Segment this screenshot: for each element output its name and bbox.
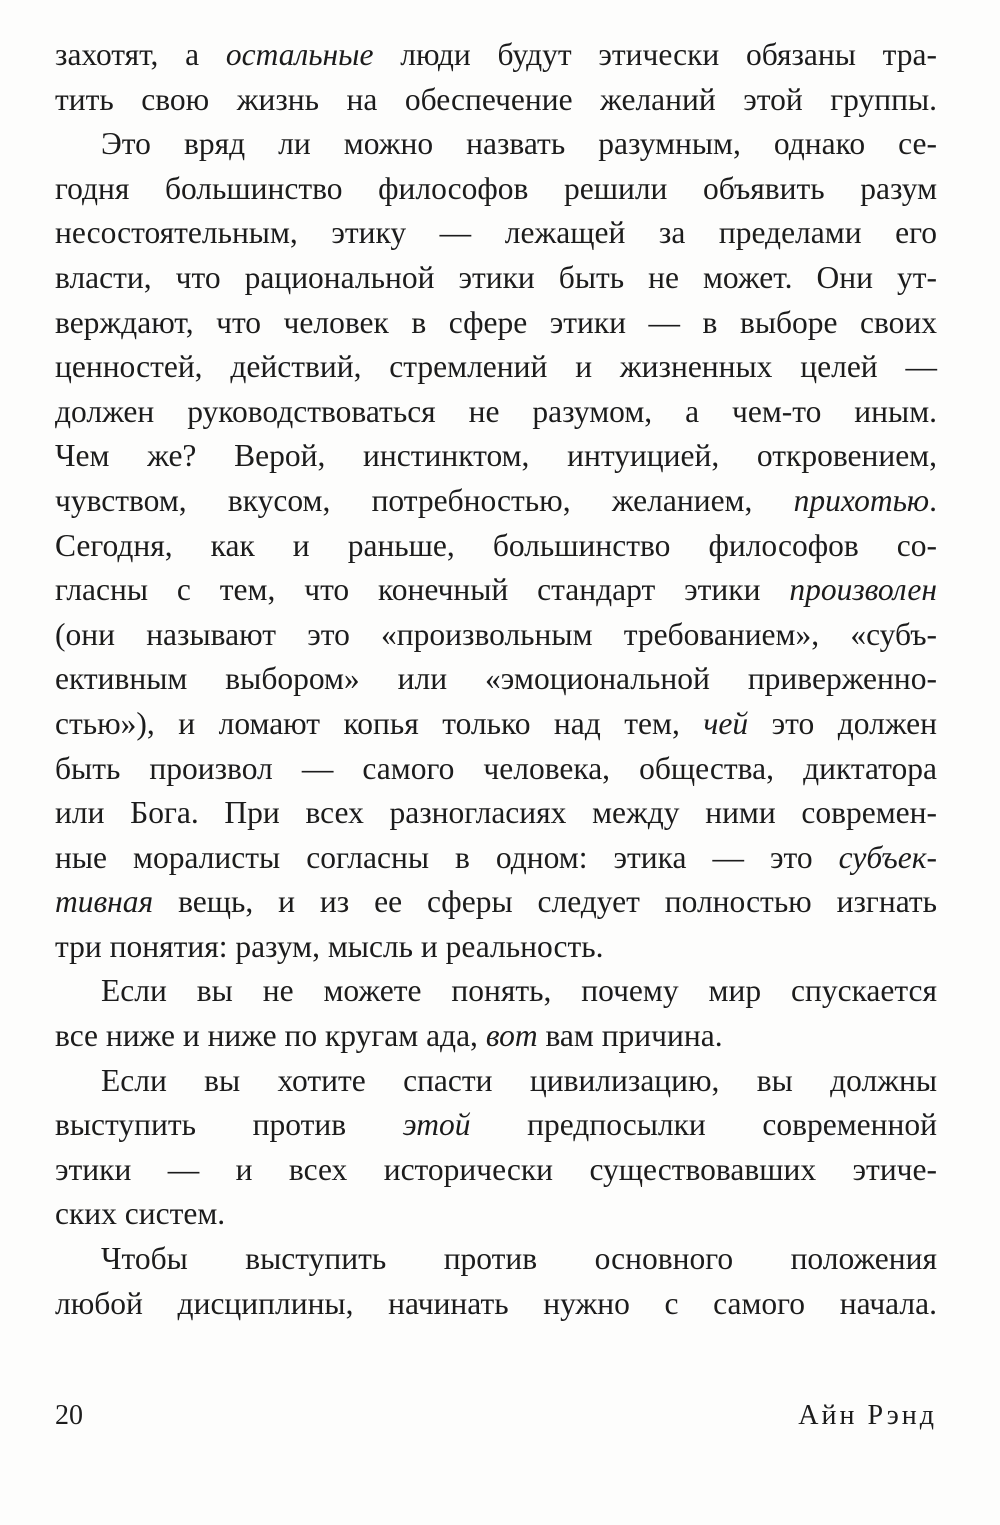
text-line (55, 1282, 937, 1327)
italic-emphasis: чей (703, 705, 749, 741)
text-run: несостоятельным, этику — лежащей за пределами его (55, 215, 937, 251)
text-line (55, 524, 937, 569)
text-line (55, 791, 937, 836)
text-run: вам причина. (537, 1018, 723, 1054)
text-run: три понятия: разум, мысль и реальность. (55, 928, 604, 964)
text-run: верждают, что человек в сфере этики — в выборе своих (55, 304, 937, 340)
text-line (55, 434, 937, 479)
text-run: . (929, 482, 937, 518)
italic-emphasis: произволен (789, 572, 937, 608)
text-run: (они называют это «произвольным требованием», «субъ- (55, 616, 937, 652)
text-line (55, 1237, 937, 1282)
text-line (55, 256, 937, 301)
text-run: любой дисциплины, начинать нужно с самого начала. (55, 1285, 937, 1321)
text-run: Если вы не можете понять, почему мир спускается (101, 973, 937, 1009)
text-line (55, 657, 937, 702)
text-line (55, 613, 937, 658)
italic-emphasis: этой (402, 1107, 471, 1143)
italic-emphasis: субъек- (838, 839, 937, 875)
text-run: ских систем. (55, 1196, 226, 1232)
text-line (55, 479, 937, 524)
text-line (55, 1148, 937, 1193)
text-run: это должен (748, 705, 938, 741)
text-run: власти, что рациональной этики быть не может. Они ут- (55, 259, 937, 295)
text-line (55, 211, 937, 256)
text-run: чувством, вкусом, потребностью, желанием, (55, 482, 794, 518)
text-run: или Бога. При всех разногласиях между ними современ- (55, 795, 937, 831)
text-line (55, 167, 937, 212)
text-line (55, 1103, 937, 1148)
text-run: стью»), и ломают копья только над тем, (55, 705, 704, 741)
italic-emphasis: вот (485, 1018, 538, 1054)
text-line (55, 702, 937, 747)
text-line (55, 1192, 937, 1237)
text-run: ценностей, действий, стремлений и жизненных целей — (55, 349, 937, 385)
text-line (55, 568, 937, 613)
text-line (55, 1014, 937, 1059)
text-run: все ниже и ниже по кругам ада, (55, 1018, 486, 1054)
text-line (55, 345, 937, 390)
text-run: тить свою жизнь на обеспечение желаний этой группы. (55, 81, 937, 117)
text-run: Сегодня, как и раньше, большинство философов со- (55, 527, 937, 563)
italic-emphasis: остальные (225, 37, 374, 72)
text-run: Чтобы выступить против основного положения (101, 1241, 937, 1277)
text-run: предпосылки современной (470, 1107, 937, 1143)
text-run: гласны с тем, что конечный стандарт этики (55, 572, 790, 608)
text-run: Это вряд ли можно назвать разумным, однако се- (101, 126, 937, 162)
body-text (55, 33, 937, 1326)
text-run: ективным выбором» или «эмоциональной приверженно- (55, 661, 937, 697)
italic-emphasis: тивная (55, 884, 154, 920)
text-run: Если вы хотите спасти цивилизацию, вы должны (101, 1062, 937, 1098)
text-line (55, 390, 937, 435)
text-line (55, 925, 937, 970)
text-line (55, 969, 937, 1014)
text-run: выступить против (55, 1107, 403, 1143)
text-line (55, 33, 937, 78)
running-footer-author: Айн Рэнд (798, 1400, 937, 1431)
text-run: вещь, и из ее сферы следует полностью изгнать (153, 884, 937, 920)
text-line (55, 122, 937, 167)
text-run: должен руководствоваться не разумом, а чем-то иным. (55, 393, 937, 429)
text-line (55, 880, 937, 925)
text-line (55, 836, 937, 881)
text-run: захотят, а (55, 37, 226, 72)
text-run: люди будут этически обязаны тра- (373, 37, 937, 72)
text-run: быть произвол — самого человека, общества, диктатора (55, 750, 937, 786)
text-run: годня большинство философов решили объявить разум (55, 170, 937, 206)
text-run: ные моралисты согласны в одном: этика — это (55, 839, 839, 875)
text-run: Чем же? Верой, инстинктом, интуицией, откровением, (55, 438, 937, 474)
text-line (55, 301, 937, 346)
text-line (55, 1059, 937, 1104)
text-run: этики — и всех исторически существовавших этиче- (55, 1151, 937, 1187)
page-number: 20 (55, 1400, 83, 1431)
text-line (55, 747, 937, 792)
text-line (55, 78, 937, 123)
italic-emphasis: прихотью (793, 482, 930, 518)
